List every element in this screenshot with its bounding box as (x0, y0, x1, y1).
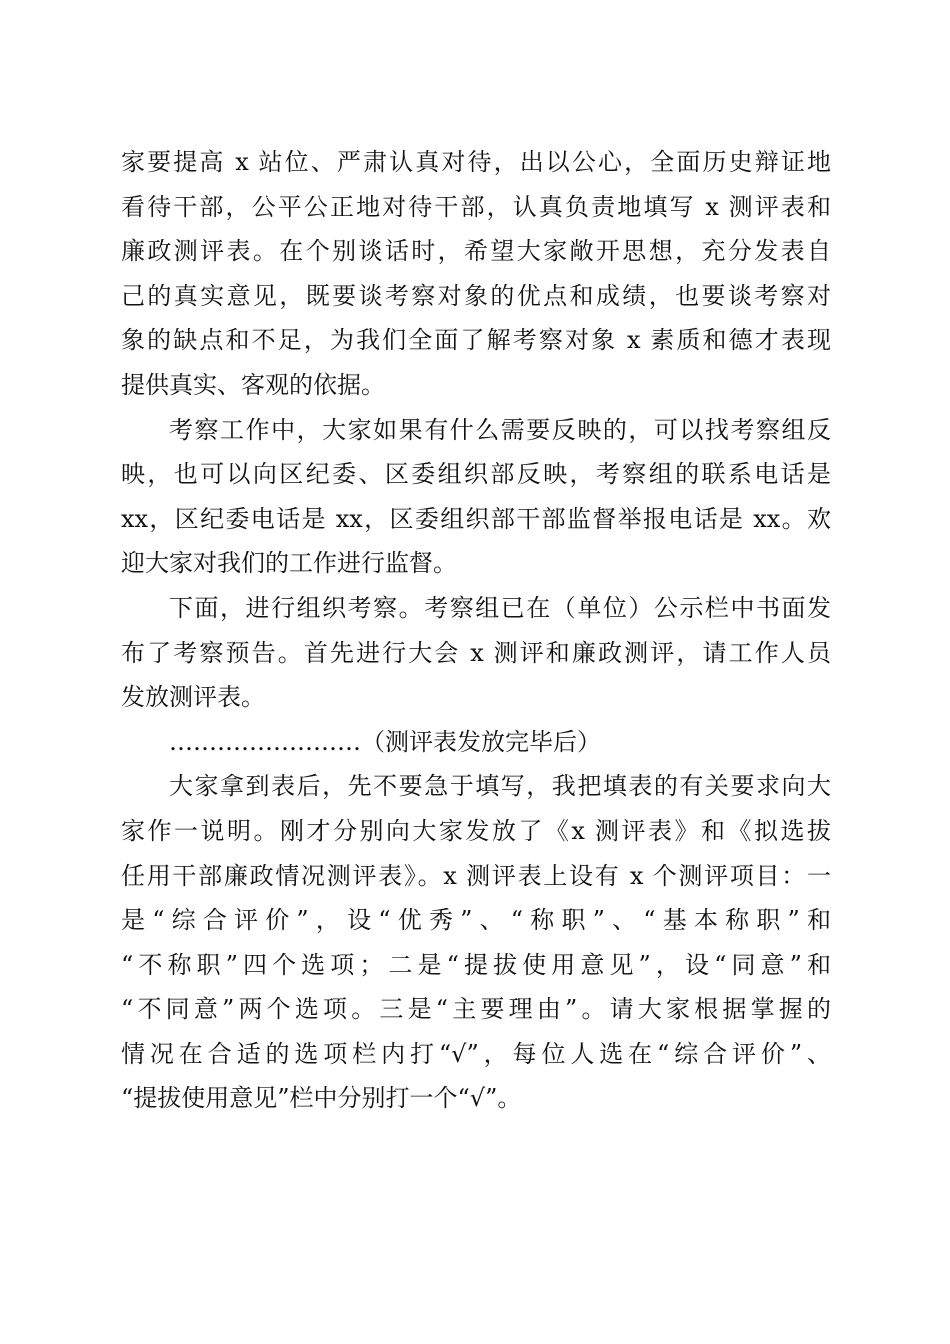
text-line: “提拔使用意见”栏中分别打一个“√”。 (121, 1084, 522, 1113)
text-line: 布了考察预告。首先进行大会 x 测评和廉政测评，请工作人员 (121, 638, 831, 667)
document-body (121, 140, 831, 1121)
text-line: “不同意”两个选项。三是“主要理由”。请大家根据掌握的 (121, 995, 831, 1024)
text-line: 是“综合评价”，设“优秀”、“称职”、“基本称职”和 (121, 906, 831, 935)
text-line: 映，也可以向区纪委、区委组织部反映，考察组的联系电话是 (121, 460, 831, 489)
text-line: 家作一说明。刚才分别向大家发放了《x 测评表》和《拟选拔 (121, 816, 831, 845)
text-line: 己的真实意见，既要谈考察对象的优点和成绩，也要谈考察对 (121, 281, 831, 310)
text-line: 发放测评表。 (121, 683, 265, 712)
text-line: 任用干部廉政情况测评表》。x 测评表上设有 x 个测评项目：一 (121, 861, 831, 890)
text-line: 看待干部，公平公正地对待干部，认真负责地填写 x 测评表和 (121, 192, 831, 221)
paragraph-start-line: 大家拿到表后，先不要急于填写，我把填表的有关要求向大 (169, 772, 831, 801)
stage-direction-line: ……………………（测评表发放完毕后） (169, 727, 601, 756)
text-line: 迎大家对我们的工作进行监督。 (121, 549, 457, 578)
text-line: xx，区纪委电话是 xx，区委组织部干部监督举报电话是 xx。欢 (121, 504, 831, 533)
text-line: 象的缺点和不足，为我们全面了解考察对象 x 素质和德才表现 (121, 326, 831, 355)
text-line: 廉政测评表。在个别谈话时，希望大家敞开思想，充分发表自 (121, 237, 831, 266)
text-line: 情况在合适的选项栏内打“√”，每位人选在“综合评价”、 (121, 1039, 831, 1068)
text-line: 提供真实、客观的依据。 (121, 370, 385, 399)
text-line: 家要提高 x 站位、严肃认真对待，出以公心，全面历史辩证地 (121, 148, 831, 176)
paragraph-start-line: 下面，进行组织考察。考察组已在（单位）公示栏中书面发 (169, 593, 831, 622)
paragraph-start-line: 考察工作中，大家如果有什么需要反映的，可以找考察组反 (169, 415, 831, 444)
text-line: “不称职”四个选项；二是“提拔使用意见”，设“同意”和 (121, 950, 831, 979)
